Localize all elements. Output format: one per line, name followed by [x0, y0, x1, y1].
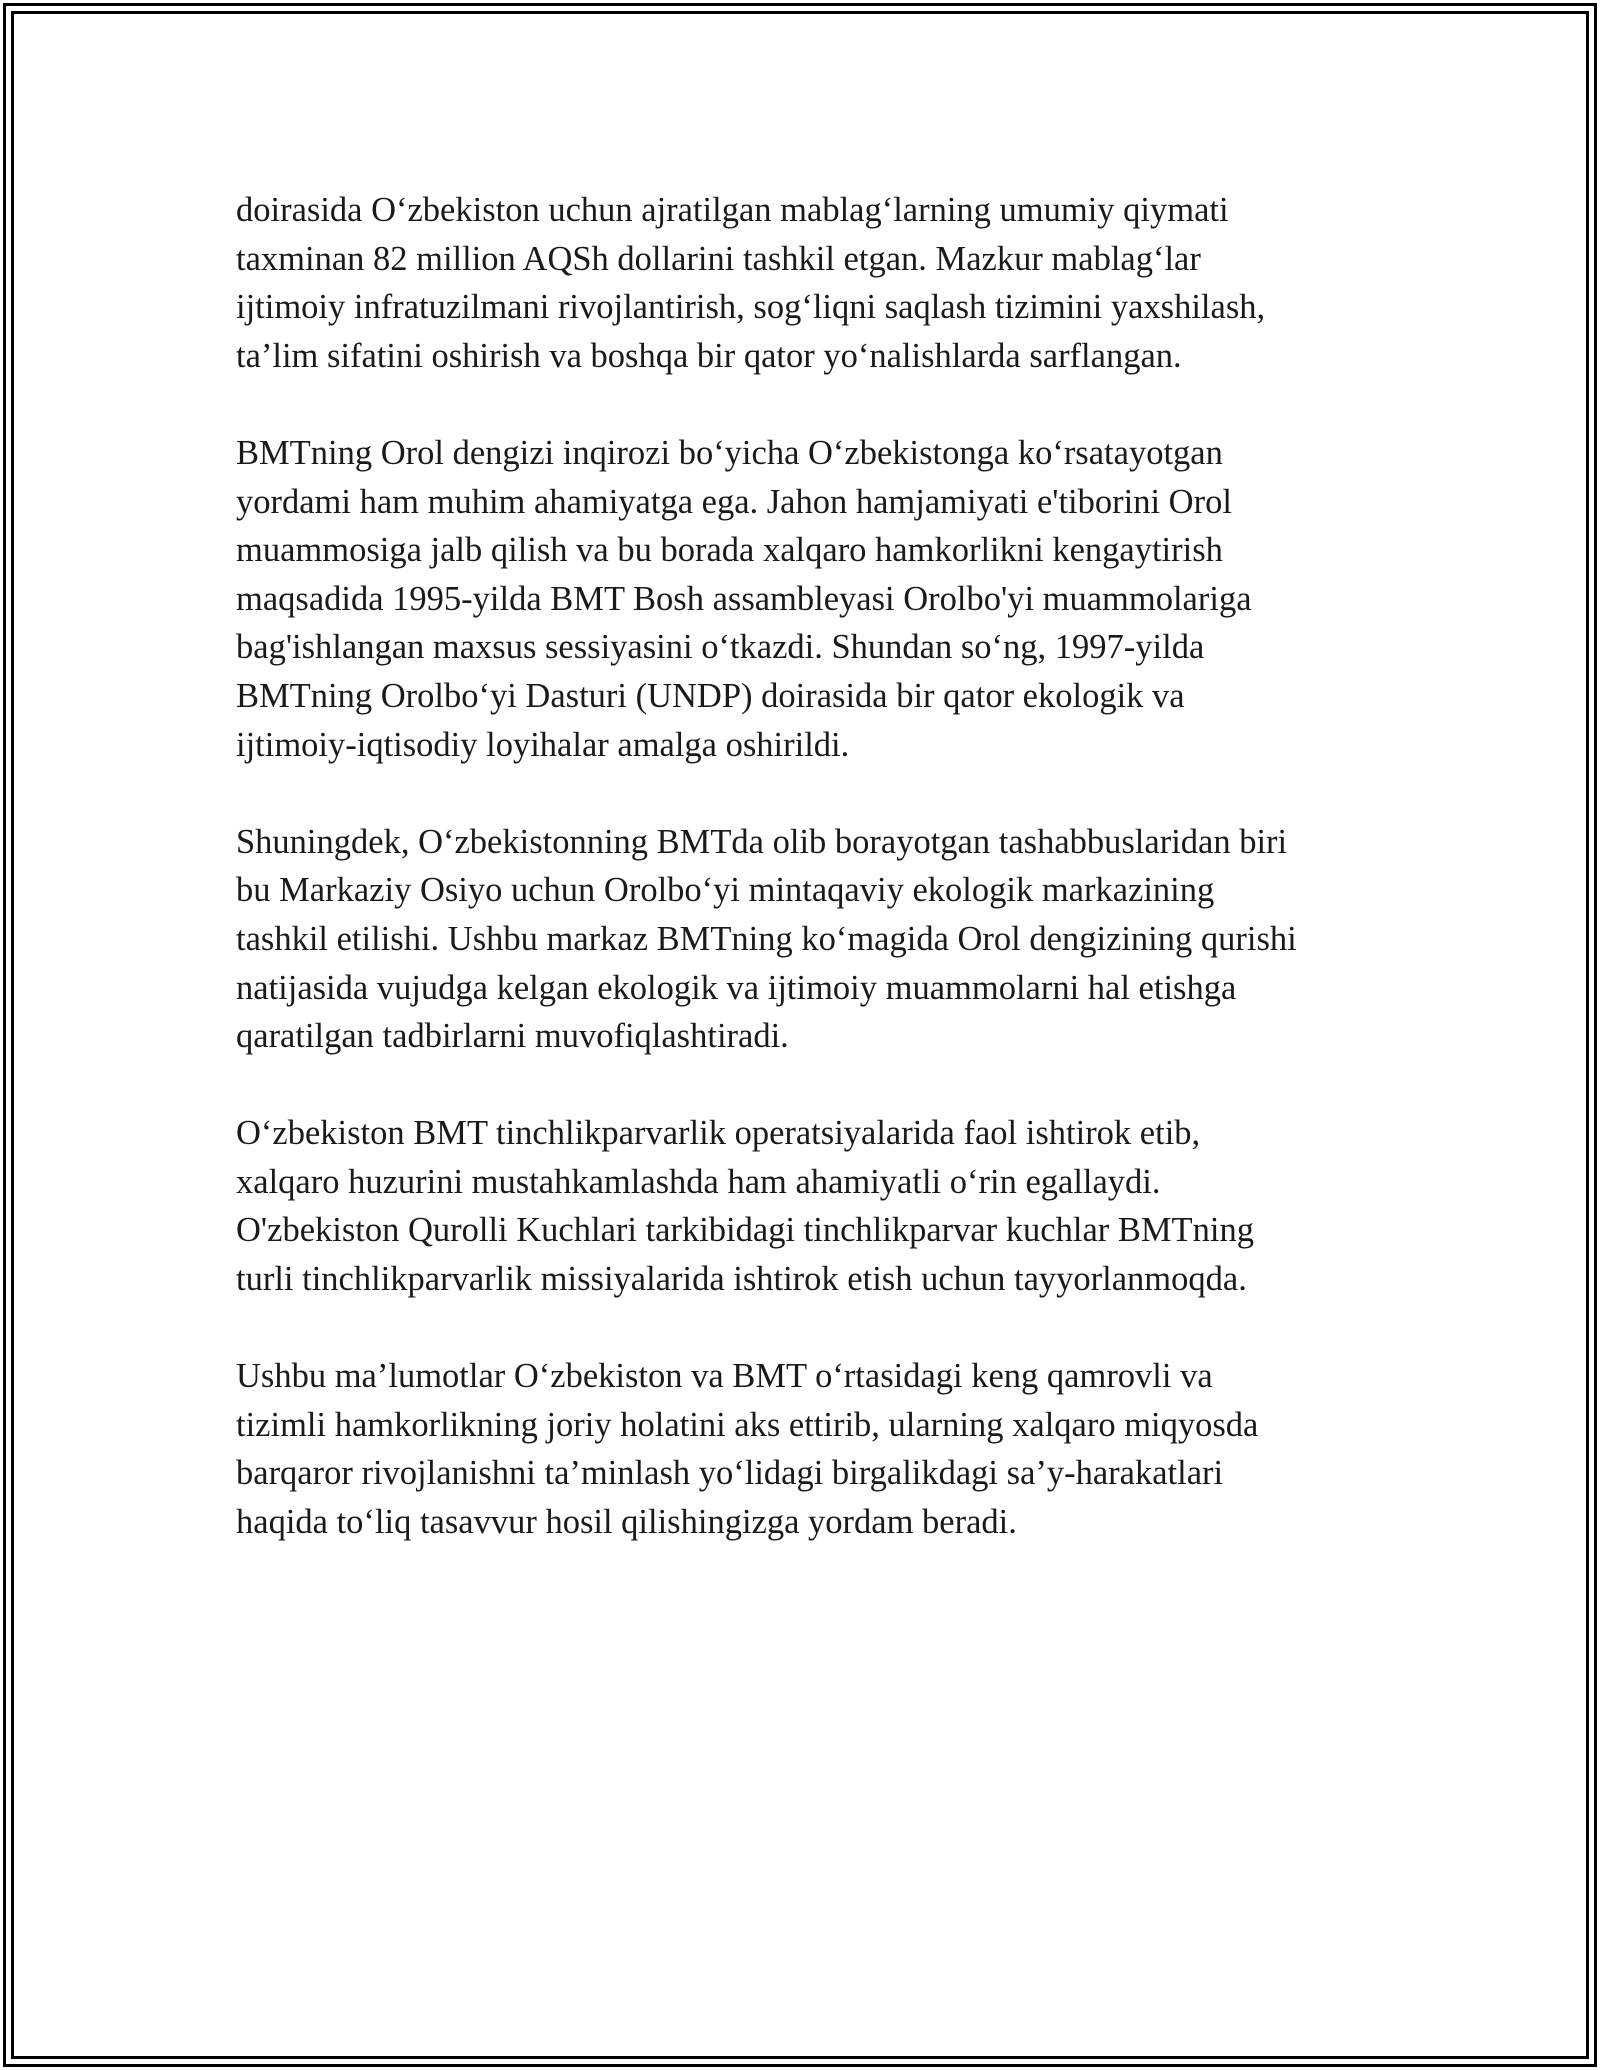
text-line: BMTning Orol dengizi inqirozi bo‘yicha O‘zbekistonga ko‘rsatayotgan: [236, 433, 1223, 472]
text-line: ta’lim sifatini oshirish va boshqa bir qator yo‘nalishlarda sarflangan.: [236, 336, 1182, 375]
document-body: [236, 186, 1386, 1595]
text-line: taxminan 82 million AQSh dollarini tashkil etgan. Mazkur mablag‘lar: [236, 239, 1201, 278]
text-line: bag'ishlangan maxsus sessiyasini o‘tkazdi. Shundan so‘ng, 1997-yilda: [236, 628, 1205, 667]
text-line: Ushbu ma’lumotlar O‘zbekiston va BMT o‘rtasidagi keng qamrovli va: [236, 1357, 1213, 1396]
text-line: O'zbekiston Qurolli Kuchlari tarkibidagi tinchlikparvar kuchlar BMTning: [236, 1211, 1254, 1250]
text-line: BMTning Orolbo‘yi Dasturi (UNDP) doirasida bir qator ekologik va: [236, 676, 1185, 715]
text-line: maqsadida 1995-yilda BMT Bosh assambleyasi Orolbo'yi muammolariga: [236, 579, 1252, 618]
text-line: qaratilgan tadbirlarni muvofiqlashtiradi.: [236, 1017, 789, 1056]
text-line: natijasida vujudga kelgan ekologik va ijtimoiy muammolarni hal etishga: [236, 968, 1237, 1007]
text-line: turli tinchlikparvarlik missiyalarida ishtirok etish uchun tayyorlanmoqda.: [236, 1260, 1247, 1299]
text-line: ijtimoiy-iqtisodiy loyihalar amalga oshirildi.: [236, 725, 850, 764]
text-line: muammosiga jalb qilish va bu borada xalqaro hamkorlikni kengaytirish: [236, 531, 1223, 570]
text-line: xalqaro huzurini mustahkamlashda ham ahamiyatli o‘rin egallaydi.: [236, 1162, 1161, 1201]
text-line: tizimli hamkorlikning joriy holatini aks ettirib, ularning xalqaro miqyosda: [236, 1405, 1259, 1444]
paragraph-1: [236, 186, 1386, 380]
text-line: ijtimoiy infratuzilmani rivojlantirish, sog‘liqni saqlash tizimini yaxshilash,: [236, 288, 1266, 327]
paragraph-4: [236, 1109, 1386, 1303]
text-line: haqida to‘liq tasavvur hosil qilishingizga yordam beradi.: [236, 1503, 1017, 1542]
text-line: O‘zbekiston BMT tinchlikparvarlik operatsiyalarida faol ishtirok etib,: [236, 1114, 1201, 1153]
text-line: barqaror rivojlanishni ta’minlash yo‘lidagi birgalikdagi sa’y-harakatlari: [236, 1454, 1224, 1493]
paragraph-3: [236, 818, 1386, 1061]
text-line: yordami ham muhim ahamiyatga ega. Jahon hamjamiyati e'tiborini Orol: [236, 482, 1232, 521]
text-line: bu Markaziy Osiyo uchun Orolbo‘yi mintaqaviy ekologik markazining: [236, 871, 1215, 910]
text-line: tashkil etilishi. Ushbu markaz BMTning ko‘magida Orol dengizining qurishi: [236, 919, 1297, 958]
text-line: doirasida O‘zbekiston uchun ajratilgan mablag‘larning umumiy qiymati: [236, 191, 1229, 229]
paragraph-2: [236, 429, 1386, 769]
text-line: Shuningdek, O‘zbekistonning BMTda olib borayotgan tashabbuslaridan biri: [236, 822, 1288, 861]
paragraph-5: [236, 1352, 1386, 1546]
